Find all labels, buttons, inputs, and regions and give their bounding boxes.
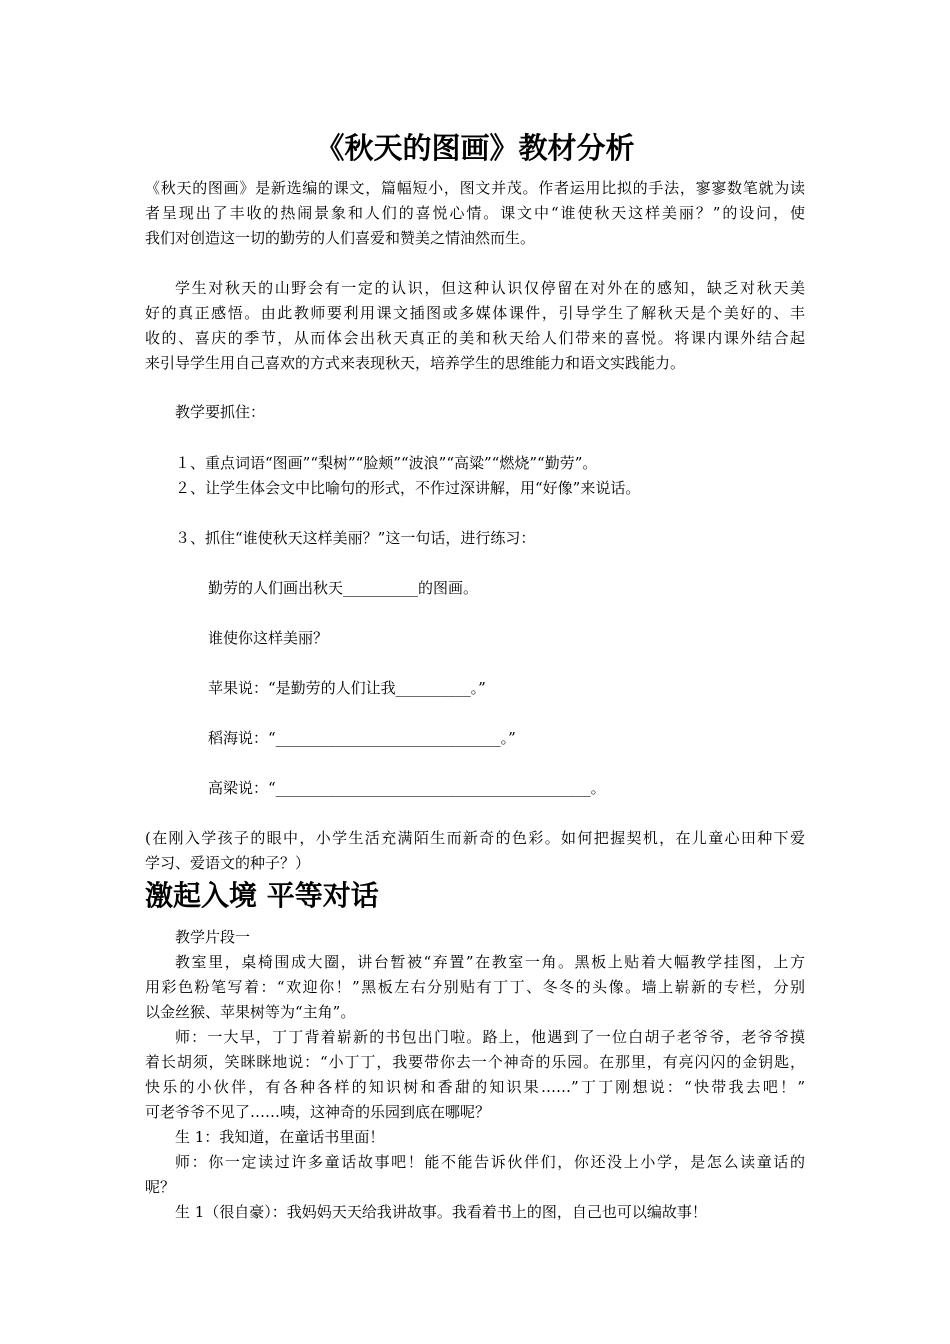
intro-line-3: 我们对创造这一切的勤劳的人们喜爱和赞美之情油然而生。 [145,229,536,247]
para2-line-3: 收的、喜庆的季节，从而体会出秋天真正的美和秋天给人们带来的喜悦。将课内课外结合起 [145,329,805,347]
segment-label: 教学片段一 [175,928,251,946]
exercise-1: 勤劳的人们画出秋天__________的图画。 [208,579,479,597]
scene-line-3: 以金丝猴、苹果树等为“主角”。 [145,1003,356,1021]
scene-line-1: 教室里，桌椅围成大圈，讲台暂被“弃置”在教室一角。黑板上贴着大幅教学挂图，上方 [175,953,805,971]
exercise-3: 苹果说：“是勤劳的人们让我__________。” [208,679,486,697]
intro-line-1: 《秋天的图画》是新选编的课文，篇幅短小，图文并茂。作者运用比拟的手法，寥寥数笔就为读 [145,179,805,197]
student1b-line: 生 1（很自豪）：我妈妈天天给我讲故事。我看着书上的图，自己也可以编故事！ [175,1203,707,1221]
para2-line-2: 好的真正感悟。由此教师要利用课文插图或多媒体课件，引导学生了解秋天是个美好的、丰 [145,304,805,322]
document-title: 《秋天的图画》教材分析 [315,131,635,165]
point-3: ３、抓住“谁使秋天这样美丽？”这一句话，进行练习： [175,529,536,547]
para2-line-4: 来引导学生用自己喜欢的方式来表现秋天，培养学生的思维能力和语文实践能力。 [145,354,686,372]
para2-line-1: 学生对秋天的山野会有一定的认识，但这种认识仅停留在对外在的感知，缺乏对秋天美 [175,279,805,297]
teacher2-line-2: 呢？ [145,1178,176,1196]
point-2: ２、让学生体会文中比喻句的形式，不作过深讲解，用“好像”来说话。 [175,479,641,497]
focus-label: 教学要抓住： [175,403,266,421]
teacher1-line-3: 快乐的小伙伴，有各种各样的知识树和香甜的知识果……”丁丁刚想说：“快带我去吧！” [145,1078,805,1096]
note-line-1: (在刚入学孩子的眼中，小学生活充满陌生而新奇的色彩。如何把握契机，在儿童心田种下爱 [145,829,805,847]
teacher1-line-2: 着长胡须，笑眯眯地说：“小丁丁，我要带你去一个神奇的乐园。在那里，有亮闪闪的金钥匙， [145,1053,805,1071]
exercise-4: 稻海说：“______________________________。” [208,729,516,747]
scene-line-2: 用彩色粉笔写着：“欢迎你！”黑板左右分别贴有丁丁、冬冬的头像。墙上崭新的专栏，分别 [145,978,805,996]
teacher1-line-4: 可老爷爷不见了……咦，这神奇的乐园到底在哪呢？ [145,1103,491,1121]
student1-line: 生 1：我知道，在童话书里面！ [175,1128,385,1146]
teacher1-line-1: 师：一大早，丁丁背着崭新的书包出门啦。路上，他遇到了一位白胡子老爷爷，老爷爷摸 [175,1028,805,1046]
section-heading: 激起入境 平等对话 [145,879,379,912]
exercise-5: 高梁说：“__________________________________________。 [208,779,606,797]
note-line-2: 学习、爱语文的种子？） [145,854,311,872]
intro-line-2: 者呈现出了丰收的热闹景象和人们的喜悦心情。课文中“谁使秋天这样美丽？”的设问，使 [145,204,805,222]
teacher2-line-1: 师：你一定读过许多童话故事吧！能不能告诉伙伴们，你还没上小学，是怎么读童话的 [175,1153,805,1171]
point-1: １、重点词语“图画”“梨树”“脸颊”“波浪”“高粱”“燃烧”“勤劳”。 [175,454,598,472]
exercise-2: 谁使你这样美丽？ [208,629,329,647]
